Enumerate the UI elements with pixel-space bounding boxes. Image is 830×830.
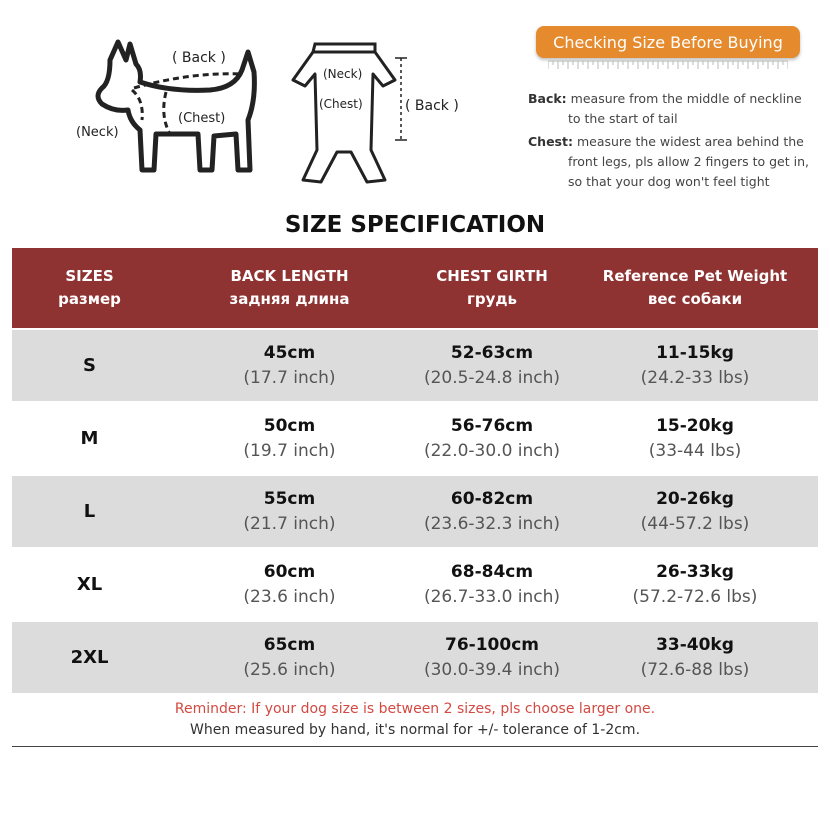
back-length-inch: (25.6 inch) — [243, 659, 336, 680]
chest-note-key: Chest: — [528, 134, 573, 149]
back-length-inch: (19.7 inch) — [243, 440, 336, 461]
suit-measurement-illustration — [285, 40, 485, 190]
weight-lbs: (72.6-88 lbs) — [640, 659, 750, 680]
weight-lbs: (33-44 lbs) — [648, 440, 742, 461]
weight-kg: 15-20kg — [656, 415, 734, 436]
size-label: M — [80, 428, 99, 449]
header-chest-ru: грудь — [467, 290, 517, 308]
back-measure-note — [528, 89, 802, 129]
size-label: S — [83, 355, 96, 376]
back-note-key: Back: — [528, 91, 567, 106]
suit-label-back: ( Back ) — [405, 98, 459, 114]
dog-label-neck: (Neck) — [76, 125, 119, 140]
size-table — [12, 248, 818, 693]
chest-girth-cm: 60-82cm — [450, 488, 534, 509]
chest-note-line1: measure the widest area behind the — [576, 134, 804, 149]
header-sizes-en: SIZES — [65, 267, 114, 285]
header-pet-weight — [572, 248, 818, 328]
chest-girth-cm: 52-63cm — [450, 342, 534, 363]
weight-kg: 20-26kg — [656, 488, 734, 509]
size-label: L — [83, 501, 96, 522]
chest-girth-cm: 76-100cm — [445, 634, 539, 655]
weight-kg: 33-40kg — [656, 634, 734, 655]
back-note-line1: measure from the middle of neckline — [570, 91, 802, 106]
chest-note-line2: front legs, pls allow 2 fingers to get in, — [568, 154, 809, 169]
back-note-line2: to the start of tail — [568, 111, 678, 126]
table-row — [12, 622, 818, 693]
chest-girth-cm: 68-84cm — [450, 561, 534, 582]
chest-girth-cm: 56-76cm — [450, 415, 534, 436]
back-length-inch: (21.7 inch) — [243, 513, 336, 534]
weight-lbs: (24.2-33 lbs) — [640, 367, 750, 388]
table-row — [12, 403, 818, 474]
weight-kg: 26-33kg — [656, 561, 734, 582]
suit-label-chest: (Chest) — [319, 97, 363, 111]
table-row — [12, 549, 818, 620]
weight-lbs: (44-57.2 lbs) — [640, 513, 750, 534]
back-length-inch: (23.6 inch) — [243, 586, 336, 607]
chest-measure-note — [528, 132, 809, 192]
suit-label-neck: (Neck) — [323, 67, 363, 81]
table-row — [12, 330, 818, 401]
chest-note-line3: so that your dog won't feel tight — [568, 174, 770, 189]
size-label: XL — [76, 574, 103, 595]
header-weight-en: Reference Pet Weight — [602, 267, 788, 285]
header-back-length — [167, 248, 412, 328]
chest-girth-inch: (23.6-32.3 inch) — [423, 513, 561, 534]
chest-girth-inch: (22.0-30.0 inch) — [423, 440, 561, 461]
table-header — [12, 248, 818, 328]
dog-label-chest: (Chest) — [178, 111, 226, 126]
footer-notes — [0, 699, 830, 741]
dog-label-back: ( Back ) — [172, 50, 226, 66]
header-weight-ru: вес собаки — [647, 290, 743, 308]
header-chest-en: CHEST GIRTH — [436, 267, 548, 285]
back-length-cm: 45cm — [263, 342, 316, 363]
chest-girth-inch: (20.5-24.8 inch) — [423, 367, 561, 388]
size-check-badge: Checking Size Before Buying — [536, 26, 800, 58]
weight-kg: 11-15kg — [656, 342, 734, 363]
page-title: SIZE SPECIFICATION — [284, 212, 546, 238]
header-sizes-ru: размер — [58, 290, 121, 308]
ruler-icon — [548, 60, 788, 72]
dog-measurement-illustration — [70, 30, 270, 190]
header-back-ru: задняя длина — [229, 290, 350, 308]
bottom-divider — [12, 746, 818, 747]
reminder-text: Reminder: If your dog size is between 2 sizes, pls choose larger one. — [174, 701, 656, 717]
chest-girth-inch: (26.7-33.0 inch) — [423, 586, 561, 607]
header-sizes — [12, 248, 167, 328]
header-back-en: BACK LENGTH — [230, 267, 349, 285]
chest-girth-inch: (30.0-39.4 inch) — [423, 659, 561, 680]
back-length-inch: (17.7 inch) — [243, 367, 336, 388]
weight-lbs: (57.2-72.6 lbs) — [632, 586, 758, 607]
back-length-cm: 50cm — [263, 415, 316, 436]
size-label: 2XL — [70, 647, 109, 668]
back-length-cm: 55cm — [263, 488, 316, 509]
tolerance-text: When measured by hand, it's normal for +/- tolerance of 1-2cm. — [189, 722, 641, 738]
back-length-cm: 60cm — [263, 561, 316, 582]
table-row — [12, 476, 818, 547]
back-length-cm: 65cm — [263, 634, 316, 655]
header-chest-girth — [412, 248, 572, 328]
